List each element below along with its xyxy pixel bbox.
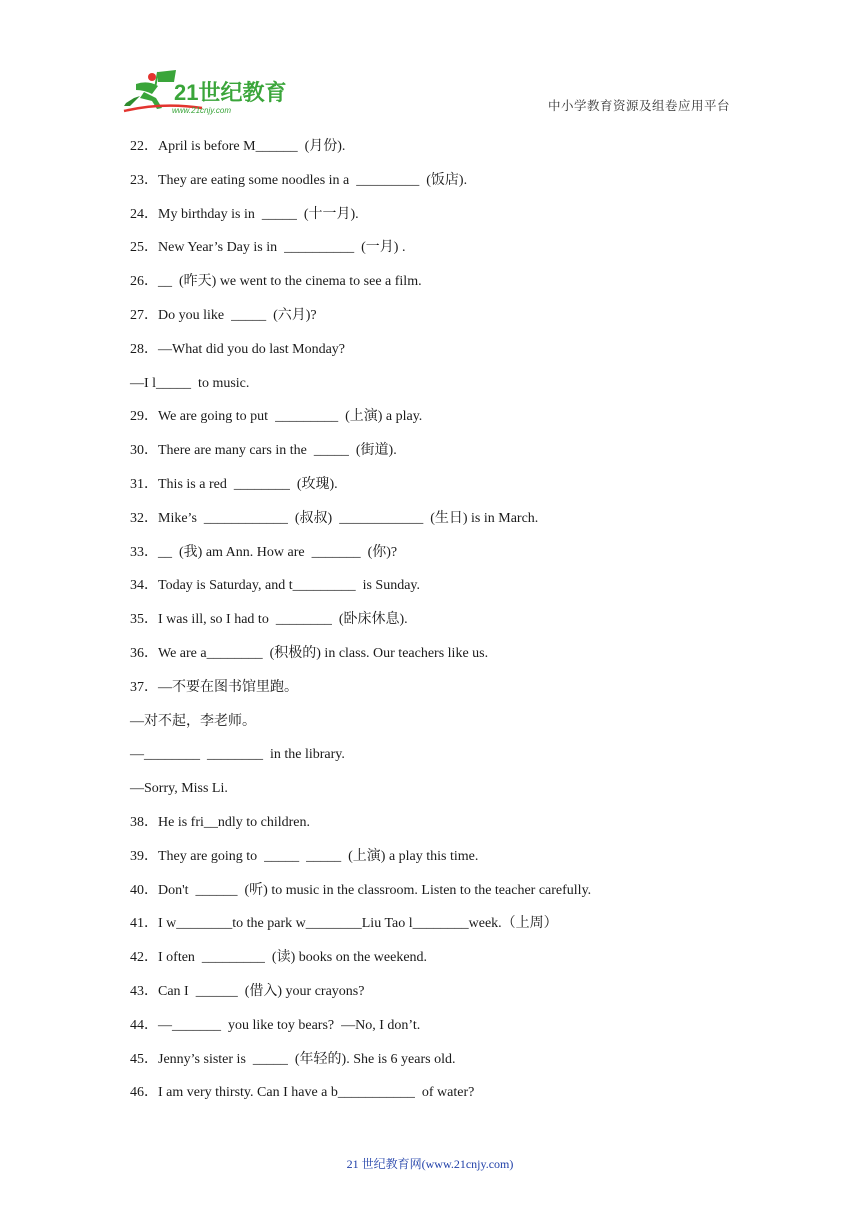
page-header bbox=[0, 0, 860, 120]
question-line: 23．They are eating some noodles in a _________ (饭店). bbox=[130, 172, 468, 188]
question-line: 24．My birthday is in _____ (十一月). bbox=[130, 206, 359, 222]
question-line: 37．—不要在图书馆里跑。 bbox=[130, 679, 298, 695]
question-line: 42．I often _________ (读) books on the weekend. bbox=[130, 950, 428, 966]
question-line: 40．Don't ______ (听) to music in the classroom. Listen to the teacher carefully. bbox=[130, 882, 592, 898]
question-line: 46．I am very thirsty. Can I have a b___________ of water? bbox=[130, 1085, 475, 1101]
question-line: 29．We are going to put _________ (上演) a play. bbox=[130, 409, 423, 425]
question-line: 36．We are a________ (积极的) in class. Our teachers like us. bbox=[130, 645, 489, 661]
question-line: 35．I was ill, so I had to ________ (卧床休息). bbox=[130, 612, 408, 628]
question-line: 41．I w________to the park w________Liu Tao l________week.（上周） bbox=[130, 916, 558, 932]
dialogue-line: —Sorry, Miss Li. bbox=[130, 781, 228, 797]
question-line: 32．Mike’s ____________ (叔叔) ____________ (生日) is in March. bbox=[130, 510, 539, 526]
answer-line: —I l_____ to music. bbox=[130, 375, 250, 391]
question-line: 30．There are many cars in the _____ (街道). bbox=[130, 443, 397, 459]
question-line: 45．Jenny’s sister is _____ (年轻的). She is 6 years old. bbox=[130, 1051, 456, 1067]
svg-text:21世纪教育: 21世纪教育 bbox=[174, 80, 287, 105]
dialogue-line: —________ ________ in the library. bbox=[130, 747, 345, 763]
question-line: 39．They are going to _____ _____ (上演) a play this time. bbox=[130, 848, 479, 864]
platform-title: 中小学教育资源及组卷应用平台 bbox=[547, 99, 730, 113]
question-line: 22．April is before M______ (月份). bbox=[130, 139, 346, 154]
svg-text:www.21cnjy.com: www.21cnjy.com bbox=[172, 106, 231, 115]
dialogue-line: —对不起，李老师。 bbox=[130, 713, 256, 729]
question-line: 27．Do you like _____ (六月)? bbox=[130, 307, 317, 323]
question-line: 43．Can I ______ (借入) your crayons? bbox=[130, 983, 365, 999]
runner-logo-icon bbox=[122, 68, 292, 116]
question-line: 34．Today is Saturday, and t_________ is Sunday. bbox=[130, 578, 421, 594]
page-footer: 21 世纪教育网(www.21cnjy.com) bbox=[346, 1157, 514, 1171]
question-line: 25．New Year’s Day is in __________ (一月) . bbox=[130, 240, 406, 256]
question-line: 28．—What did you do last Monday? bbox=[130, 341, 346, 357]
question-line: 31．This is a red ________ (玫瑰). bbox=[130, 476, 338, 492]
question-line: 38．He is fri__ndly to children. bbox=[130, 814, 311, 830]
question-line: 33．__ (我) am Ann. How are _______ (你)? bbox=[130, 544, 398, 560]
question-list bbox=[130, 136, 750, 1116]
logo bbox=[122, 68, 292, 116]
question-line: 26．__ (昨天) we went to the cinema to see a film. bbox=[130, 274, 422, 290]
question-line: 44．—_______ you like toy bears? —No, I don’t. bbox=[130, 1017, 421, 1033]
